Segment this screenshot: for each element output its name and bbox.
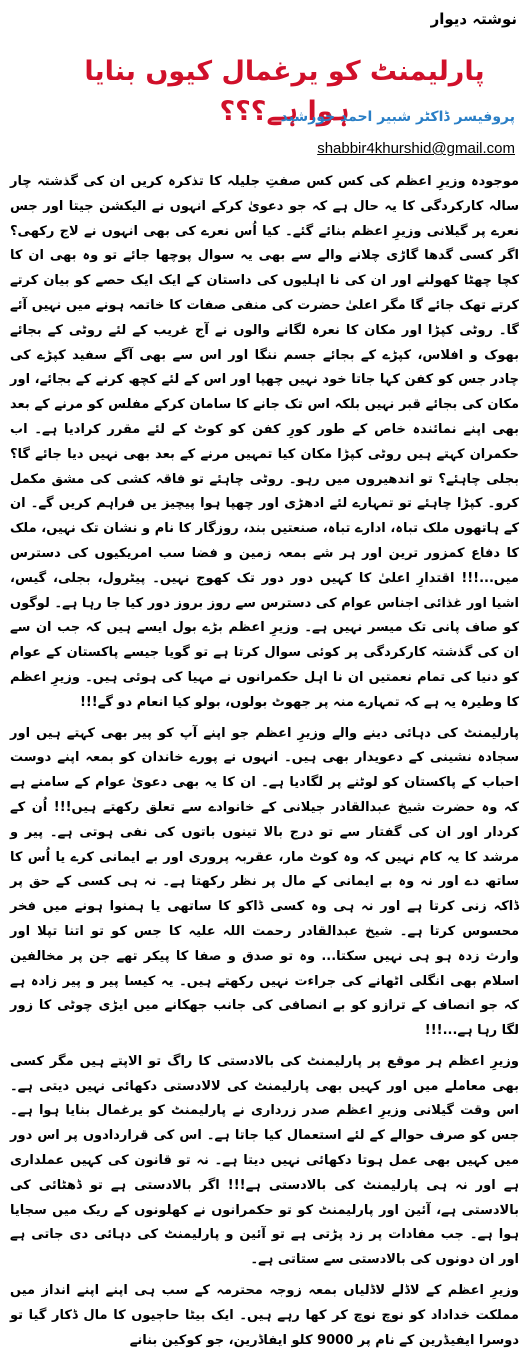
column-label: نوشتہ دیوار <box>430 10 517 28</box>
paragraph: موجودہ وزیرِ اعظم کی کس کس صفتِ جلیلہ کا تذکرہ کریں ان کی گذشتہ چار سالہ کارکردگی کا یہ حال ہے کہ جو دعویٰ کرکے انہوں نے الیکشن جیتا اور جس نعرے پر گیلانی وزیرِ اعظم بنائے گئے۔ کیا اُس نعرے کی بھی انہوں نے لاج رکھی؟ اگر کسی گدھا گاڑی چلانے والے سے بھی یہ سوال پوچھا جائے تو وہ بھی ان کا کچا چھٹا کھولنے اور ان کی نا اہلیوں کی داستان کے ایک ایک حصے کو بیان کرتے کرتے تھک جائے گا مگر اعلیٰ حضرت کی منفی صفات کا خاتمہ ہونے میں نہیں آئے گا۔ روٹی کپڑا اور مکان کا نعرہ لگانے والوں نے آج غریب کے لئے روٹی کے بجائے بھوک و افلاس، کپڑے کے بجائے جسم ننگا اور اس سے بھی آگے سفید کپڑے کی چادر جس کو کفن کہا جاتا خود نہیں چھپا اور اس کے لئے کچھ کرنے کے بجائے، اور مکان کی بجائے قبر نہیں بلکہ اس تک جانے کا سامان کرکے مفلس کو مرنے کے بعد بھی اپنے نمائندہ خاص کے طور کورِ کفن کو کوٹ کے لئے مقرر کرادیا ہے۔ اب حکمران کہتے ہیں روٹی کپڑا مکان کیا تمہیں مرنے کے بعد بھی نہیں دیا جائے گا؟ بجلی چاہئے؟ تو اندھیروں میں رہو۔ روٹی چاہئے تو فاقہ کشی کی مشق مکمل کرو۔ کپڑا چاہئے تو تمہارے لئے ادھڑی اور چھپا ہوا پیچیز یں فراہم کریں گے۔ ان کے ہاتھوں ملک تباہ، ادارے تباہ، صنعتیں بند، روزگار کا نام و نشان تک نہیں، ملک کا دفاع کمزور ترین اور ہر شے بمعہ زمین و فضا سب امریکیوں کی دسترس میں...!!! اقتدارِ اعلیٰ کا کہیں دور دور تک کھوج نہیں۔ پیٹرول، بجلی، گیس، اشیا اور غذائی اجناس عوام کی دسترس سے روز بروز دور کیا جا رہا ہے۔ لوگوں کو صاف پانی تک میسر نہیں ہے۔ وزیرِ اعظم بڑے بول ایسے ہیں کہ جب ان سے ان کی گذشتہ کارکردگی پر کوئی سوال کرتا ہے تو گویا جیسے پاکستان کے عوام کو دنیا کی تمام نعمتیں ان نا اہل حکمرانوں نے مہیا کی ہوئی ہیں۔ وزیرِ اعظم کا وطیرہ یہ ہے کہ تمہارے منہ پر جھوٹ بولوں، بولو کیا انعام دو گے!!! <box>10 174 519 710</box>
paragraph: وزیرِ اعظم کے لاڈلے لاڈلیاں بمعہ زوجہ محترمہ کے سب ہی اپنے اپنے انداز میں مملکت خداداد کو نوچ نوچ کر کھا رہے ہیں۔ ایک بیٹا حاجیوں کا مال ڈکار گیا تو دوسرا ایفیڈرین کے نام پر 9000 کلو ایفاڈرین، جو کوکین بنانے <box>10 1283 519 1348</box>
author-byline: پروفیسر ڈاکٹر شبیر احمد خورشید <box>280 109 515 125</box>
paragraph: وزیرِ اعظم ہر موقع پر پارلیمنٹ کی بالادستی کا راگ تو الاپتے ہیں مگر کسی بھی معاملے میں اور کہیں بھی پارلیمنٹ کی لالادستی دکھائی نہیں دیتی ہے۔ اس وقت گیلانی وزیرِ اعظم صدر زرداری نے پارلیمنٹ کو یرغمال بنایا ہوا ہے۔ جس کو صرف حوالے کے لئے استعمال کیا جاتا ہے۔ اس کی قراردادوں پر اس دور میں کہیں بھی عمل ہوتا دکھائی نہیں دیتا ہے۔ نہ تو قانون کی کہیں عملداری ہے اور نہ ہی پارلیمنٹ کی بالادستی ہے!!! اگر بالادستی ہے تو ڈھٹائی کی بالادستی ہے، آئین اور پارلیمنٹ کو تو حکمرانوں نے کھلونوں کے ریک میں سجایا ہوا ہے۔ جب مفادات پر زد پڑتی ہے تو آئین و پارلیمنٹ کی دہائی دی جاتی ہے اور ان دونوں کی بالادستی سے ستاتی ہے۔ <box>10 1053 519 1268</box>
article-body <box>10 170 519 1359</box>
paragraph: پارلیمنٹ کی دہائی دینے والے وزیرِ اعظم جو اپنے آپ کو پیر بھی کہتے ہیں اور سجادہ نشینی کے دعویدار بھی ہیں۔ انہوں نے پورے خاندان کو بمعہ اپنے دوست احباب کے پاکستان کو لوٹنے پر لگادیا ہے۔ ان کا یہ بھی دعویٰ عوام کے سامنے ہے کہ وہ حضرت شیخ عبدالقادر جیلانی کے خانوادے سے تعلق رکھتے ہیں!!! اُن کے کردار اور ان کی گفتار سے تو درج بالا تینوں باتوں کی نفی ہوتی ہے۔ پیر و مرشد کا یہ کام نہیں کہ وہ کوٹ مار، عقربہ پروری اور بے ایمانی کرے یا اُس کا ساتھ دے اور نہ وہ بے ایمانی کے مال پر نظر رکھتا ہے۔ نہ ہی کسی کے حق پر ڈاکہ زنی کرتا ہے اور نہ ہی وہ کسی ڈاکو کا ساتھی یا ہمنوا ہونے میں فخر محسوس کرتا ہے۔ شیخ عبدالقادر رحمت اللہ علیہ کا جس کو تو اتنا تپلا اور وارث زدہ ہو ہی نہیں سکتا... وہ تو صدق و صفا کا پیکر تھے جن پر مخالفین اسلام بھی انگلی اٹھانے کی جراءت نہیں رکھتے ہیں۔ یہ کیسا پیر و پیر زادہ ہے کہ جو انصاف کے ترازو کو بے انصافی کی جانب جھکانے میں ایڑی چوٹی کا زور لگا رہا ہے...!!! <box>10 725 519 1039</box>
author-email-link[interactable]: shabbir4khurshid@gmail.com <box>317 140 515 157</box>
article-headline: پارلیمنٹ کو یرغمال کیوں بنایا ہوا ہے؟؟؟ <box>84 56 485 127</box>
